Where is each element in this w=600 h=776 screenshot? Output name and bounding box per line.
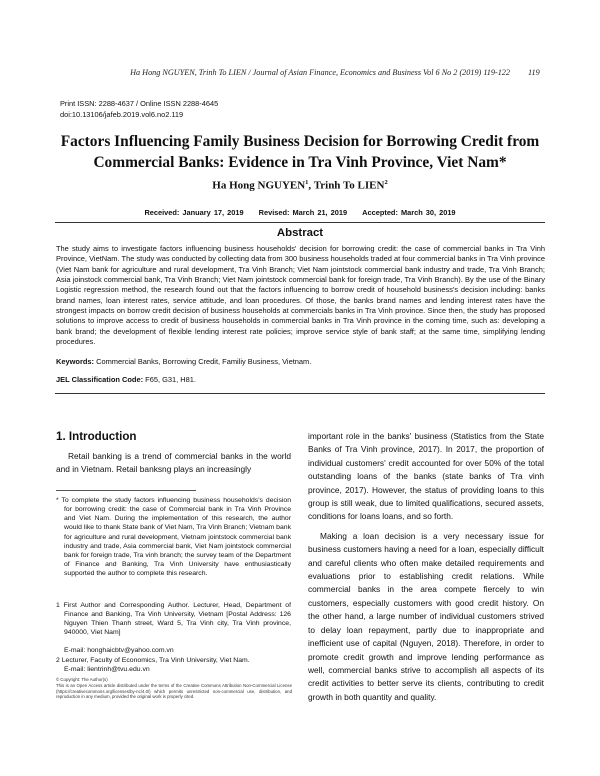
footnote-2 [56, 656, 291, 665]
intro-paragraph: Retail banking is a trend of commercial banks in the world and in Vietnam. Retail banksng plays an increasingly [56, 451, 291, 475]
right-paragraph-1: important role in the banks' business (Statistics from the State Banks of Tra Vinh province, 2017). In 2017, the proportion of individual customers' credit accounted for over 50% of the total outstanding loans of the banks (state banks of Tra vinh province, 2017). However, the status of providing loans to this group is still weak, due to limited qualifications, secured assets, conditions for loans loans, and so forth. [308, 431, 544, 522]
running-head: Ha Hong NGUYEN, Trinh To LIEN / Journal of Asian Finance, Economics and Business Vol 6 No 2 (2019) 119-122 [130, 68, 510, 77]
keywords-value: Commercial Banks, Borrowing Credit, Familiy Business, Vietnam. [94, 357, 312, 366]
accepted-date: Accepted: March 30, 2019 [362, 208, 456, 217]
revised-date: Revised: March 21, 2019 [258, 208, 348, 217]
footnote-2-text: 2 Lecturer, Faculty of Economics, Tra Vinh University, Viet Nam. [56, 657, 250, 664]
right-column [308, 430, 544, 704]
author-line [60, 179, 540, 192]
keywords-line [56, 357, 545, 366]
author-1-mark: 1 [305, 179, 309, 186]
right-paragraph-2: Making a loan decision is a very necessary issue for business customers having a need for a loan, especially difficult and careful clients who often make detailed requirements and evaluations prior to establishing credit relations. While commercial banks in the area compete fiercely to win customers, especially customers with good credit history. On the other hand, a large number of individual customers strived to delay loan repayment, partly due to inappropriate and inefficient use of capital (Nguyen, 2018). Therefore, in order to promote credit growth and improve lending performance as well, commercial banks strive to accomplish all aspects of its credit activities to better serve its clients, contributing to credit growth in both quantity and quality. [308, 530, 544, 702]
jel-line [56, 375, 545, 384]
footnote-1-text: 1 First Author and Corresponding Author. Lecturer, Head, Department of Finance and Banking, Tra Vinh University, Vietnam [Postal Address: 126 Nguyen Thien Thanh street, Ward 5, Tra Vinh city, Tra Vinh province, 940000, Viet Nam] [56, 602, 291, 637]
copyright-notice [56, 677, 292, 700]
author-separator: , [308, 179, 314, 192]
publication-meta [60, 98, 218, 120]
jel-label: JEL Classification Code: [56, 375, 144, 384]
author-2-mark: 2 [384, 179, 388, 186]
footnote-divider [56, 490, 196, 491]
paper-title: Factors Influencing Family Business Decision for Borrowing Credit from Commercial Banks: Evidence in Tra Vinh Province, Viet Nam* [60, 133, 540, 171]
keywords-label: Keywords: [56, 357, 95, 366]
footnote-2-email: E-mail: lientrinh@tvu.edu.vn [64, 666, 150, 673]
copyright-line: © Copyright: The Author(s) [56, 677, 108, 682]
submission-dates [60, 208, 540, 217]
author-2: Trinh To LIEN [313, 179, 385, 192]
doi-line: doi:10.13106/jafeb.2019.vol6.no2.119 [60, 110, 184, 119]
footnote-star [56, 496, 291, 578]
bottom-divider [55, 393, 545, 394]
top-divider [55, 222, 545, 223]
jel-value: F65, G31, H81. [143, 375, 196, 384]
abstract-text: The study aims to investigate factors influencing business households' decision for borrowing credit: the case of commercial banks in Tra Vinh Province, VietNam. The study was conducted by collecting data from 300 business households traded at four commercial banks in Tra Vinh province (Viet Nam bank for agriculture and rural development, Tra Vinh Branch; Viet Nam jointstock commercial bank industry and trade, Tra Vinh Branch; Asia joinstock commercial bank, Tra Vinh Branch; Viet Nam jointstock commercial bank for foreign trade, Tra Vinh Branch). By the use of the Binary Logistic regression method, the research found out that the factors influencing to borrow credit of household business's decision including: banks brand names, loan interest rates, service attitude, and loan procedures. Of those, the banks brand names and lending interest rates have the strongest impacts on borrow credit decision of business households at commercials banks in Tra Vinh province. Since then, the study has proposed solutions to improve access to credit of business households in commercial banks in Tra Vinh province in the coming time, such as: developing a bank brand; the development of flexible lending interest rate policies; improve service style of bank staff; at the same time, simplifying lending procedures. [56, 244, 545, 347]
received-date: Received: January 17, 2019 [144, 208, 244, 217]
footnote-star-text: * To complete the study factors influencing business households's decision for borrowing credit: the case of Commercial bank in Tra Vinh Province and Viet Nam. During the implementation of this research, the author would like to thank State bank of Viet Nam, Tra Vinh Branch; Vietnam bank for agriculture and rural development, Vietnam jointstock commercial bank industry and trade, Asia commercial bank, Viet Nam jointstock commercial bank for foreign trade, Tra vinh branch; the survey team of the Department of Finance and Banking, Tra Vinh University have enthusiastically supported the author to complete this research. [56, 497, 291, 578]
page-number: 119 [528, 68, 540, 77]
section-heading-introduction: 1. Introduction [56, 430, 137, 443]
license-text: This is an Open Access article distributed under the terms of the Creative Commons Attribution Non-Commercial License (https://creativecommons.org/licenses/by-nc/4.0/) which permits unrestricted non-commercial use, distribution, and reproduction in any medium, provided the original work is properly cited. [56, 682, 292, 700]
issn-line: Print ISSN: 2288-4637 / Online ISSN 2288-4645 [60, 99, 219, 108]
footnote-1-email: E-mail: honghaicbtv@yahoo.com.vn [64, 647, 174, 654]
author-1: Ha Hong NGUYEN [212, 179, 306, 192]
footnote-1 [56, 601, 291, 638]
abstract-heading: Abstract [276, 227, 324, 239]
